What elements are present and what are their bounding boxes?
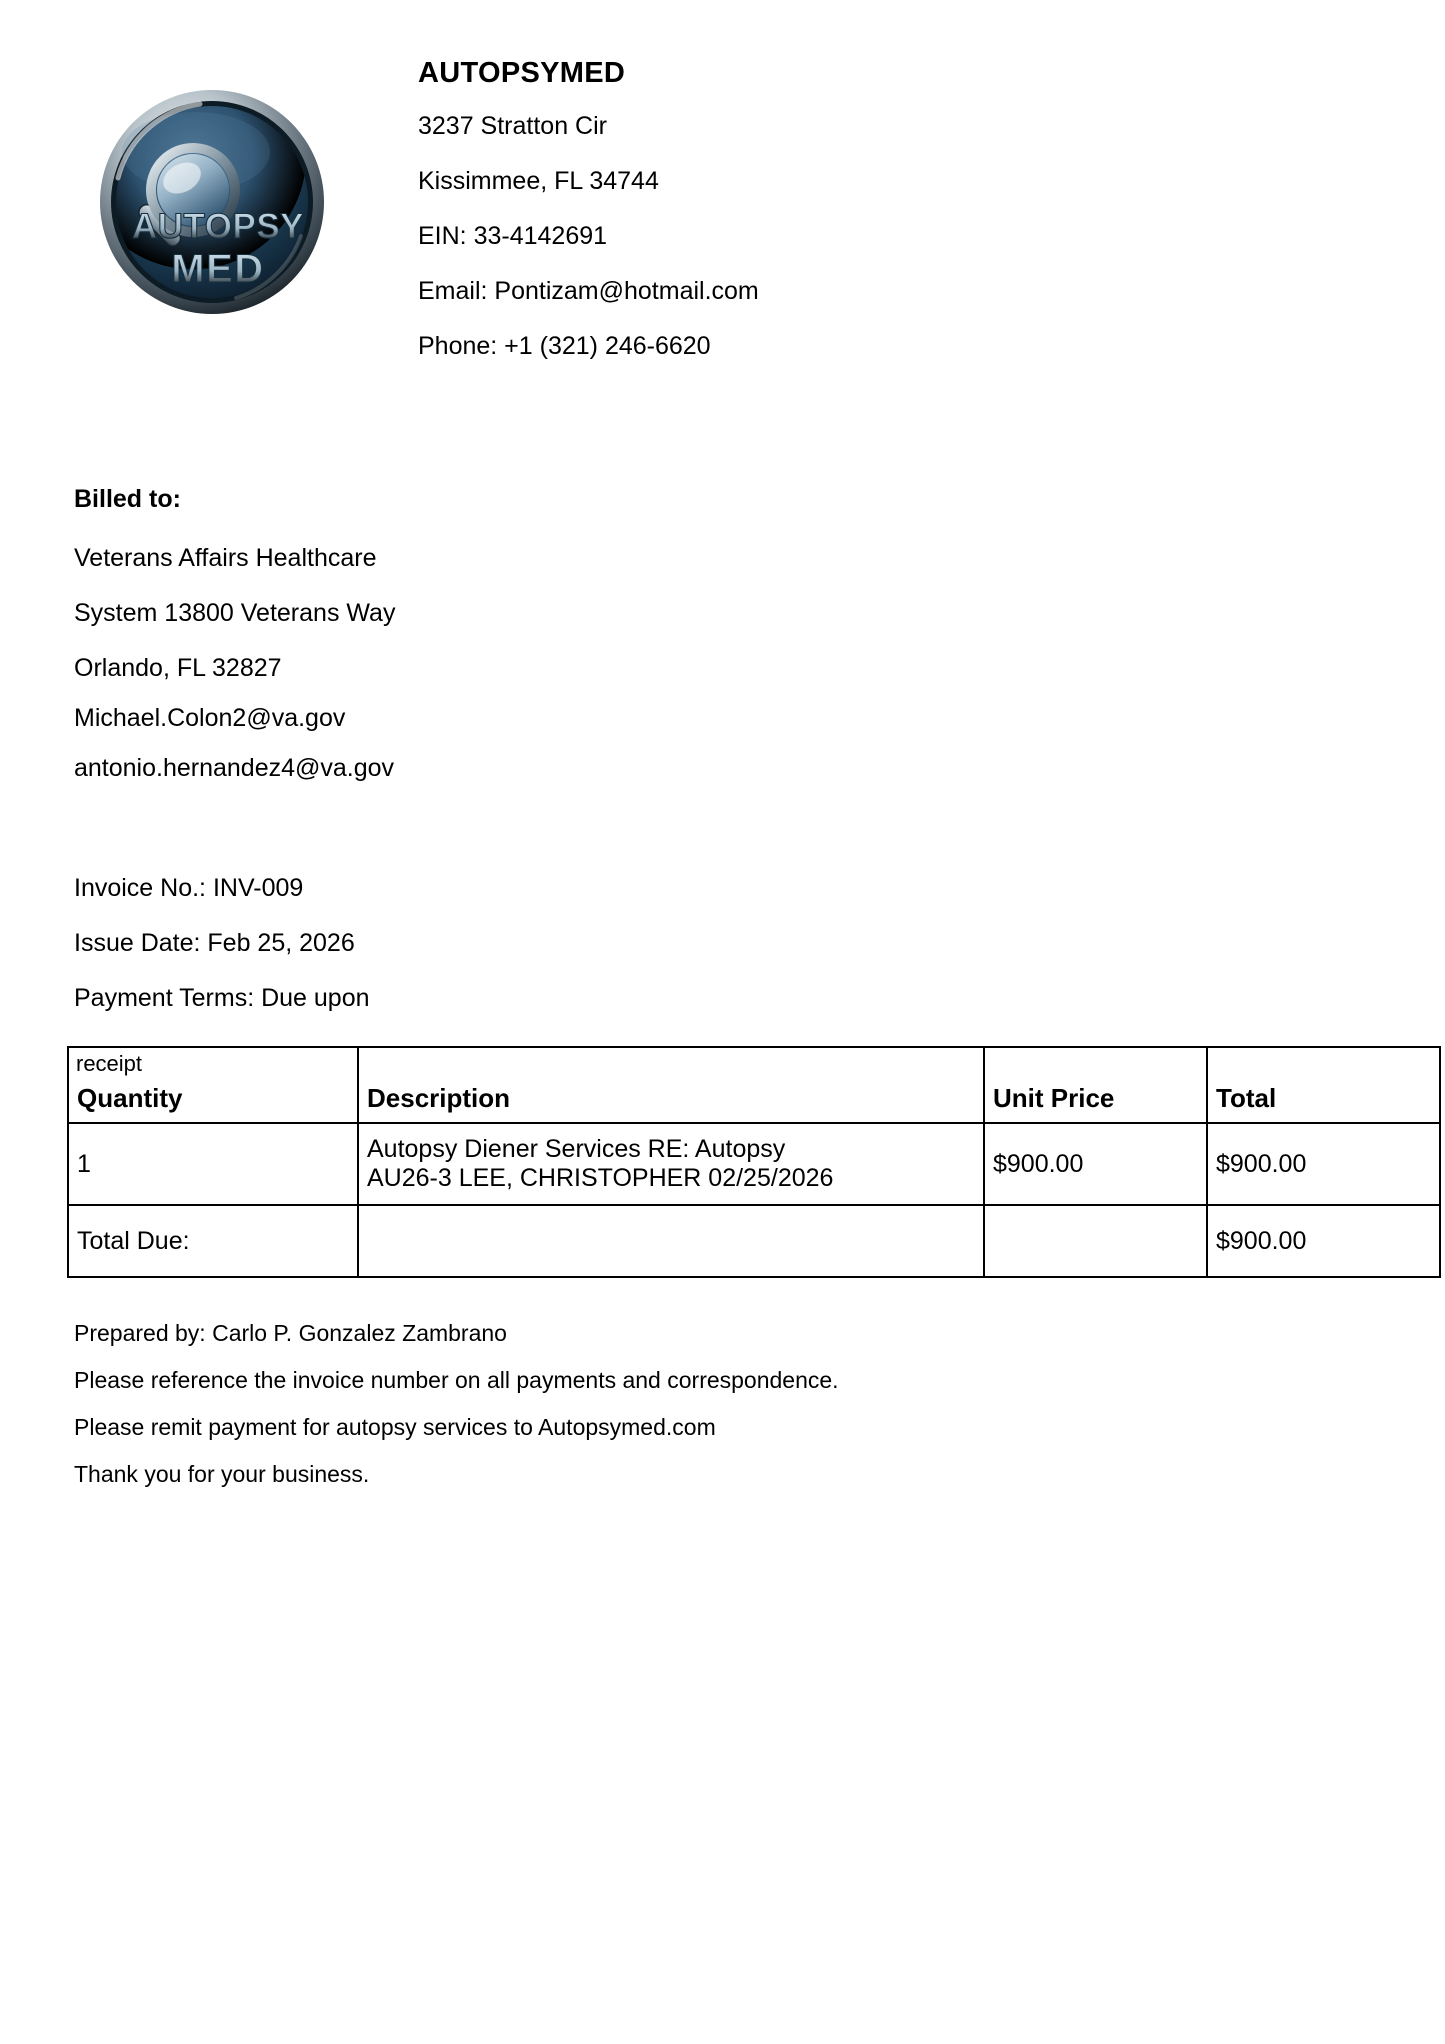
cell-description [358,1123,984,1205]
invoice-header [0,57,1445,361]
cell-description-line-1: Autopsy Diener Services RE: Autopsy [367,1134,786,1163]
cell-unit-price: $900.00 [984,1123,1207,1205]
footer-note-remit: Please remit payment for autopsy services to Autopsymed.com [74,1414,716,1440]
footer-note-reference: Please reference the invoice number on all payments and correspondence. [74,1367,839,1393]
table-header-row [68,1047,1440,1123]
cell-row-total: $900.00 [1207,1123,1440,1205]
prepared-by: Prepared by: Carlo P. Gonzalez Zambrano [74,1320,507,1346]
column-header-unit-price: Unit Price [984,1047,1207,1123]
svg-text:AUTOPSY: AUTOPSY [131,207,305,246]
billed-to-title: Billed to: [74,485,181,513]
svg-text:MED: MED [171,247,265,291]
company-logo [96,86,328,318]
billed-to-line: Veterans Affairs Healthcare [74,544,377,572]
cell-quantity: 1 [68,1123,358,1205]
column-header-quantity: Quantity [68,1047,358,1123]
total-row-spacer-unit-price [984,1205,1207,1277]
company-phone: Phone: +1 (321) 246-6620 [418,332,711,361]
invoice-number: Invoice No.: INV-009 [74,874,304,902]
company-details [418,58,1118,389]
billed-to-line: System 13800 Veterans Way [74,599,396,627]
invoice-items-table [67,1046,1441,1278]
company-address-line-2: Kissimmee, FL 34744 [418,167,659,196]
cell-description-line-2: AU26-3 LEE, CHRISTOPHER 02/25/2026 [367,1164,834,1192]
table-total-row [68,1205,1440,1277]
total-row-spacer-description [358,1205,984,1277]
total-due-label: Total Due: [68,1205,358,1277]
billed-to-line: Orlando, FL 32827 [74,654,282,682]
company-ein: EIN: 33-4142691 [418,222,608,251]
company-address-line-1: 3237 Stratton Cir [418,112,607,141]
invoice-footer [74,1322,1274,1510]
column-header-total: Total [1207,1047,1440,1123]
column-header-description: Description [358,1047,984,1123]
billed-to-section [74,485,774,806]
payment-terms-overflow-text: receipt [76,1051,143,1076]
table-row [68,1123,1440,1205]
footer-note-thanks: Thank you for your business. [74,1461,370,1487]
billed-to-email: Michael.Colon2@va.gov [74,704,346,732]
table-body [68,1123,1440,1277]
invoice-issue-date: Issue Date: Feb 25, 2026 [74,929,355,957]
invoice-payment-terms: Payment Terms: Due upon [74,984,370,1012]
table-header [68,1047,1440,1123]
invoice-meta-section [74,876,774,1041]
total-due-amount: $900.00 [1207,1205,1440,1277]
company-email: Email: Pontizam@hotmail.com [418,277,759,306]
company-name: AUTOPSYMED [418,57,626,89]
autopsy-med-logo-icon [96,86,328,318]
billed-to-email: antonio.hernandez4@va.gov [74,754,395,782]
